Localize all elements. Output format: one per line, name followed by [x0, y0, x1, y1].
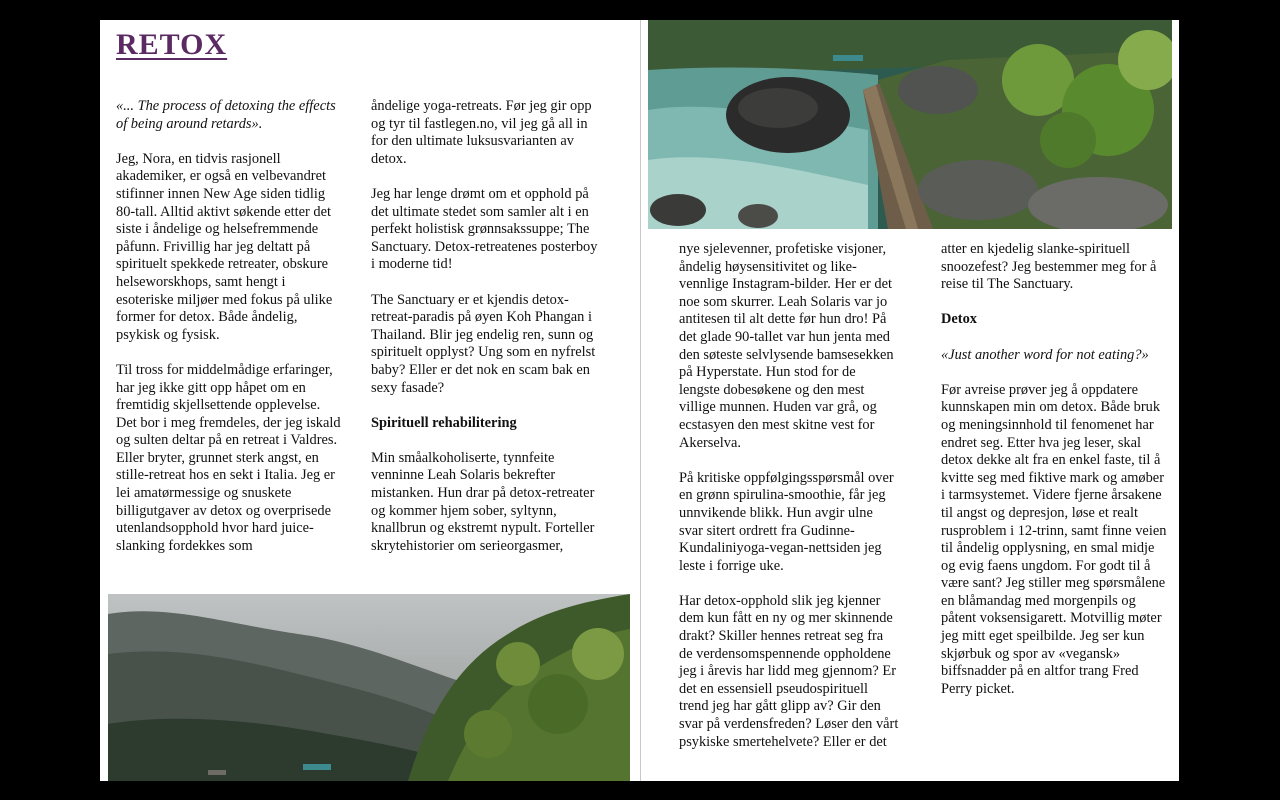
left-column-2: [371, 98, 601, 573]
body-paragraph: Jeg, Nora, en tidvis rasjonell akademiker, er også en velbevandret stifinner innen New Age siden tidlig 80-tall. Alltid aktivt søkende etter det siste i åndelige og helsefremmende påfunn. Frivillig har jeg deltatt på spirituelt spekkede retreater, obskure helseworskhops, samt hengt i esoteriske miljøer med fokus på ulike former for detox. Både åndelig, psykisk og fysisk.: [116, 150, 333, 343]
magazine-spread: [100, 20, 1179, 781]
article-title: RETOX: [116, 28, 228, 61]
jungle-photo-illustration: [108, 594, 630, 781]
body-paragraph: åndelige yoga-retreats. Før jeg gir opp og tyr til fastlegen.no, vil jeg gå all in for den ultimate luksusvarianten av detox.: [371, 98, 592, 167]
article-lead: «... The process of detoxing the effects of being around retards».: [116, 98, 336, 132]
right-column-1: [679, 241, 899, 769]
body-paragraph: Jeg har lenge drømt om et opphold på det ultimate stedet som samler alt i en perfekt holistisk grønnsakssuppe; The Sanctuary. Detox-retreatenes posterboy i moderne tid!: [371, 185, 598, 273]
section-heading: Spirituell rehabilitering: [371, 414, 517, 431]
section-heading: Detox: [941, 311, 977, 328]
right-column-2: [941, 241, 1167, 716]
body-paragraph: The Sanctuary er et kjendis detox-retreat-paradis på øyen Koh Phangan i Thailand. Blir jeg endelig ren, sunn og spirituelt opplyst? Ung som en nyfrelst baby? Eller er det nok en scam bak en sexy fasade?: [371, 291, 596, 396]
coastal-boardwalk-photo: [648, 20, 1172, 229]
left-page: [100, 20, 640, 781]
body-paragraph: nye sjelevenner, profetiske visjoner, åndelig høysensitivitet og like-vennlige Instagram-bilder. Her er det noe som skurrer. Leah Solaris var jo antitesen til alt dette før hun dro! På det glade 90-tallet var hun jenta med den søteste selvlysende bamsesekken på Hyperstate. Hun stod for de lengste dobesøkene og den mest villige munnen. Huden var grå, og ecstasyen den mest skitne vest for Akerselva.: [679, 241, 894, 451]
body-paragraph: atter en kjedelig slanke-spirituell snoozefest? Jeg bestemmer meg for å reise til The Sanctuary.: [941, 241, 1157, 293]
body-paragraph: Til tross for middelmådige erfaringer, har jeg ikke gitt opp håpet om en fremtidig skjellsettende opplevelse. Det bor i meg fremdeles, der jeg iskald og sulten deltar på en retreat i Valdres. Eller bryter, grunnet sterk angst, en stille-retreat hos en sekt i Italia. Jeg er lei amatørmessige og snuskete billigutgaver av detox og overprisede utenlandsopphold hvor hard juice-slanking fordekkes som: [116, 361, 341, 554]
body-paragraph: Har detox-opphold slik jeg kjenner dem kun fått en ny og mer skinnende drakt? Skiller hennes retreat seg fra de verdensomspennende oppholdene jeg i årevis har lidd meg gjennom? Er det en essensiell pseudospirituell trend jeg har gått glipp av? Gir den svar på verdensfreden? Løser den vårt psykiske smertehelvete? Eller er det: [679, 592, 899, 750]
left-column-1: [116, 98, 342, 573]
body-paragraph: Før avreise prøver jeg å oppdatere kunnskapen min om detox. Både bruk og meningsinnhold til fenomenet har endret seg. Etter hva jeg leser, skal detox dekke alt fra en enkel faste, til å kvitte seg med fiktive mark og amøber i tarmsystemet. Videre fjerne årsakene til angst og depresjon, løse et realt rusproblem i 12-trinn, samt finne veien til åndelig opplysning, en smal midje og evig faens ungdom. For godt til å være sant? Jeg stiller meg spørsmålene en blåmandag med morgenpils og påtent voksensigarett. Motvillig møter jeg mitt eget speilbilde. Jeg ser kun skjørbuk og spor av «vegansk» biffsnadder på en altfor trang Fred Perry picket.: [941, 381, 1167, 697]
coast-photo-illustration: [648, 20, 1172, 229]
right-page: [641, 20, 1179, 781]
pull-quote: «Just another word for not eating?»: [941, 346, 1149, 363]
body-paragraph: Min småalkoholiserte, tynnfeite venninne Leah Solaris bekrefter mistanken. Hun drar på detox-retreater og kommer hjem sober, syltynn, knallbrun og ekstremt nypult. Forteller skrytehistorier om serieorgasmer,: [371, 449, 595, 554]
body-paragraph: På kritiske oppfølgingsspørsmål over en grønn spirulina-smoothie, får jeg unnvikende blikk. Hun avgir ulne svar sitert ordrett fra Gudinne-Kundaliniyoga-vegan-nettsiden jeg leste i forrige uke.: [679, 469, 894, 574]
jungle-hillside-photo: [108, 594, 630, 781]
